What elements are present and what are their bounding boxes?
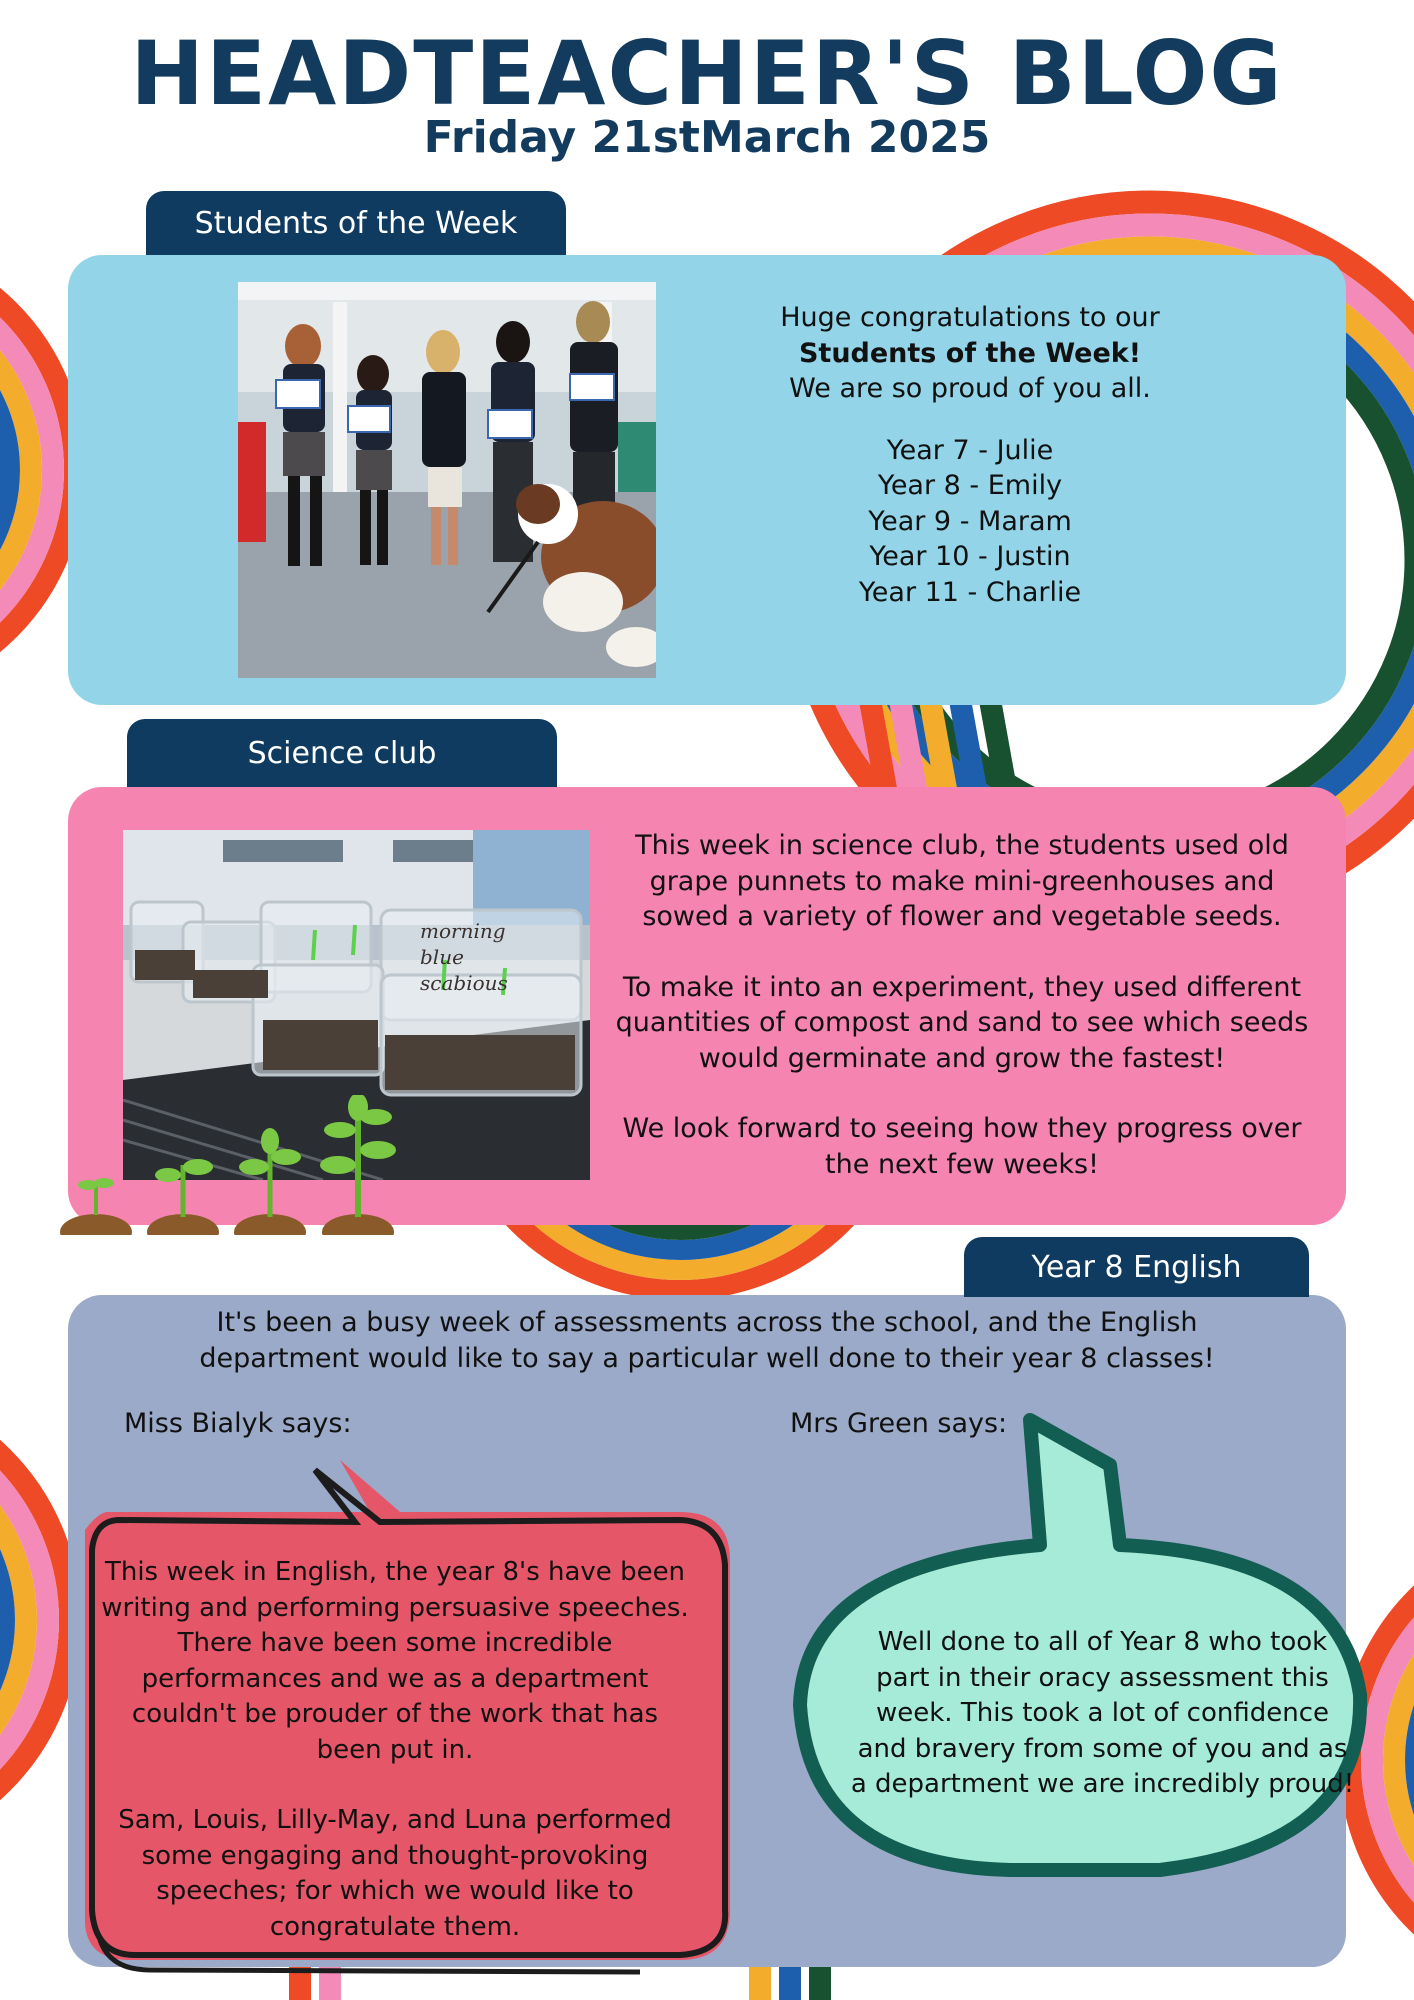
students-intro-bold: Students of the Week! <box>798 337 1142 369</box>
year8-english-tab-label: Year 8 English <box>1031 1249 1242 1285</box>
left-bubble-paragraph: Sam, Louis, Lilly-May, and Luna performed some engaging and thought-provoking speeches; for which we would like to congratulate them. <box>118 1805 672 1942</box>
sprout-icons <box>58 1095 408 1235</box>
students-intro-line: We are so proud of you all. <box>789 373 1151 404</box>
right-bubble-text: Well done to all of Year 8 who took part in their oracy assessment this week. This took a lot of confidence and bravery from some of you and as a department we are incredibly proud! <box>850 1627 1355 1799</box>
students-photo <box>238 282 656 678</box>
students-of-week-tab-label: Students of the Week <box>194 205 518 241</box>
sprout-icon <box>147 1159 219 1235</box>
sprout-icon <box>234 1128 306 1235</box>
sprout-icon <box>320 1095 396 1235</box>
winner-item: Year 9 - Maram <box>868 505 1072 537</box>
photo-handwriting <box>420 918 540 996</box>
winner-item: Year 8 - Emily <box>877 470 1063 501</box>
page-date: Friday 21stMarch 2025 <box>423 112 991 163</box>
science-club-text <box>610 828 1314 1182</box>
winner-item: Year 10 - Justin <box>869 541 1071 572</box>
science-paragraph: This week in science club, the students used old grape punnets to make mini-greenhouses and sowed a variety of flower and vegetable seeds. <box>635 830 1289 932</box>
page-title: HEADTEACHER'S BLOG <box>130 22 1284 125</box>
students-of-week-text <box>700 300 1240 610</box>
left-bubble-text <box>100 1555 690 1945</box>
photo-handwriting-line: scabious <box>420 971 508 995</box>
winner-item: Year 7 - Julie <box>886 434 1054 466</box>
english-intro: It's been a busy week of assessments across the school, and the English department would like to say a particular well done to their year 8 classes! <box>199 1307 1215 1374</box>
photo-handwriting-line: morning blue <box>420 919 506 969</box>
science-paragraph: To make it into an experiment, they used different quantities of compost and sand to see which seeds would germinate and grow the fastest! <box>615 971 1309 1074</box>
sprout-icon <box>60 1178 132 1235</box>
students-intro-line: Huge congratulations to our <box>780 302 1160 333</box>
left-bubble-paragraph: This week in English, the year 8's have been writing and performing persuasive speeches. There have been some incredible performances and we as a department couldn't be prouder of the work that has been put in. <box>101 1557 689 1765</box>
science-club-tab <box>127 719 557 787</box>
students-of-week-tab <box>146 191 566 255</box>
year8-english-tab <box>964 1237 1309 1297</box>
right-speaker-label: Mrs Green says: <box>790 1408 1008 1439</box>
science-paragraph: We look forward to seeing how they progress over the next few weeks! <box>622 1113 1302 1180</box>
left-speaker-label: Miss Bialyk says: <box>124 1408 352 1439</box>
science-club-tab-label: Science club <box>247 735 437 771</box>
winner-item: Year 11 - Charlie <box>858 576 1082 608</box>
